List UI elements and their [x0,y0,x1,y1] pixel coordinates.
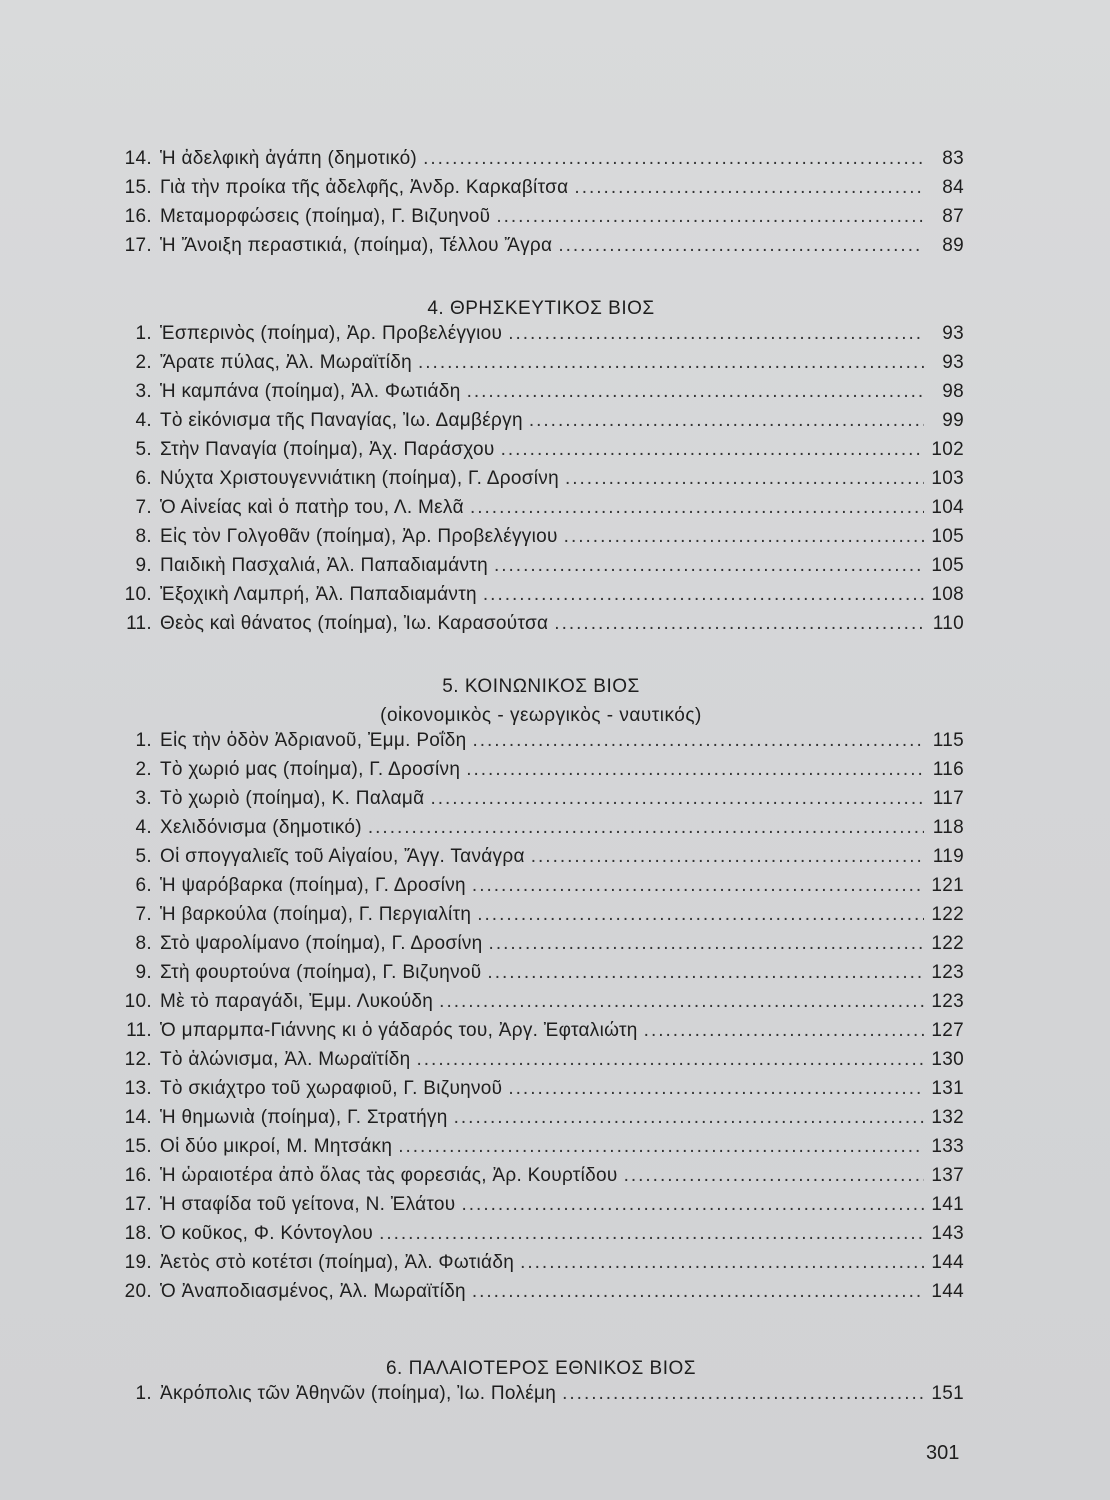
toc-entry [118,991,964,1020]
entry-number: 16. [124,206,152,227]
dot-leader [470,497,924,519]
entry-page: 99 [942,410,964,431]
entry-number: 5. [135,846,152,867]
entry-number: 3. [135,381,152,402]
dot-leader [472,730,924,752]
dot-leader [565,468,924,490]
entry-page: 122 [931,904,964,925]
toc-section-national [118,1383,964,1412]
dot-leader [508,1078,924,1100]
dot-leader [489,933,924,955]
entry-number: 20. [124,1281,152,1302]
entry-page: 137 [931,1165,964,1186]
toc-entry [118,933,964,962]
toc-section-social [118,730,964,1310]
dot-leader [531,846,924,868]
entry-page: 105 [931,526,964,547]
dot-leader [562,1383,924,1405]
entry-number: 16. [124,1165,152,1186]
entry-title: Μεταμορφώσεις (ποίημα), Γ. Βιζυηνοῦ [160,206,491,227]
table-of-contents [118,148,964,1412]
entry-title: Τὸ χωριὸ (ποίημα), Κ. Παλαμᾶ [160,788,425,809]
toc-entry [118,759,964,788]
toc-entry [118,817,964,846]
entry-page: 122 [931,933,964,954]
entry-title: Ἡ θημωνιὰ (ποίημα), Γ. Στρατήγη [160,1107,448,1128]
toc-entry [118,1020,964,1049]
entry-title: Οἱ δύο μικροί, Μ. Μητσάκη [160,1136,393,1157]
dot-leader [496,206,924,228]
toc-section-family [118,148,964,264]
dot-leader [477,904,924,926]
section-subheading-social: (οἰκονομικὸς - γεωργικὸς - ναυτικός) [380,705,702,726]
entry-title: Παιδικὴ Πασχαλιά, Ἀλ. Παπαδιαμάντη [160,555,488,576]
entry-page: 93 [942,352,964,373]
entry-title: Γιὰ τὴν προίκα τῆς ἀδελφῆς, Ἀνδρ. Καρκαβίτσα [160,177,569,198]
dot-leader [554,613,924,635]
entry-title: Τὸ σκιάχτρο τοῦ χωραφιοῦ, Γ. Βιζυηνοῦ [160,1078,503,1099]
entry-title: Ὁ Αἰνείας καὶ ὁ πατὴρ του, Λ. Μελᾶ [160,497,464,518]
toc-entry [118,410,964,439]
toc-entry [118,1383,964,1412]
entry-number: 5. [135,439,152,460]
entry-title: Ἀκρόπολις τῶν Ἀθηνῶν (ποίημα), Ἰω. Πολέμη [160,1383,557,1404]
entry-page: 132 [931,1107,964,1128]
entry-number: 10. [124,584,152,605]
entry-number: 2. [135,352,152,373]
entry-title: Μὲ τὸ παραγάδι, Ἐμμ. Λυκούδη [160,991,434,1012]
entry-number: 8. [135,933,152,954]
entry-title: Νύχτα Χριστουγεννιάτικη (ποίημα), Γ. Δροσίνη [160,468,559,489]
dot-leader [472,875,924,897]
entry-number: 7. [135,497,152,518]
dot-leader [454,1107,924,1129]
entry-title: Στὸ ψαρολίμανο (ποίημα), Γ. Δροσίνη [160,933,483,954]
entry-title: Εἰς τὸν Γολγοθᾶν (ποίημα), Ἀρ. Προβελέγγιου [160,526,558,547]
dot-leader [423,148,924,170]
toc-entry [118,148,964,177]
dot-leader [417,1049,925,1071]
dot-leader [558,235,924,257]
dot-leader [467,381,924,403]
entry-number: 1. [135,323,152,344]
dot-leader [472,1281,924,1303]
entry-page: 151 [931,1383,964,1404]
entry-page: 83 [942,148,964,169]
entry-number: 18. [124,1223,152,1244]
toc-entry [118,1194,964,1223]
entry-number: 17. [124,235,152,256]
entry-number: 1. [135,1383,152,1404]
toc-entry [118,1281,964,1310]
entry-page: 119 [932,846,964,867]
toc-entry [118,1078,964,1107]
toc-entry [118,875,964,904]
toc-entry [118,497,964,526]
toc-entry [118,846,964,875]
entry-title: Ὁ Ἀναποδιασμένος, Ἀλ. Μωραϊτίδη [160,1281,466,1302]
entry-number: 2. [135,759,152,780]
entry-page: 123 [931,962,964,983]
entry-number: 19. [124,1252,152,1273]
toc-entry [118,352,964,381]
entry-page: 144 [931,1252,964,1273]
entry-title: Ὁ μπαρμπα-Γιάννης κι ὁ γάδαρός του, Ἀργ. Ἐφταλιώτη [160,1020,638,1041]
entry-number: 17. [124,1194,152,1215]
entry-page: 116 [932,759,964,780]
entry-page: 130 [931,1049,964,1070]
toc-entry [118,235,964,264]
entry-title: Τὸ ἁλώνισμα, Ἀλ. Μωραϊτίδη [160,1049,411,1070]
entry-page: 110 [932,613,964,634]
entry-page: 93 [942,323,964,344]
entry-page: 115 [932,730,964,751]
dot-leader [508,323,924,345]
entry-number: 4. [135,410,152,431]
entry-title: Οἱ σπογγαλιεῖς τοῦ Αἰγαίου, Ἄγγ. Τανάγρα [160,846,525,867]
dot-leader [520,1252,924,1274]
section-heading-social: 5. ΚΟΙΝΩΝΙΚΟΣ ΒΙΟΣ [442,676,640,697]
entry-number: 8. [135,526,152,547]
entry-page: 117 [932,788,964,809]
section-heading-religious: 4. ΘΡΗΣΚΕΥΤΙΚΟΣ ΒΙΟΣ [427,298,655,319]
entry-page: 127 [931,1020,964,1041]
toc-section-religious [118,323,964,642]
dot-leader [418,352,924,374]
dot-leader [529,410,924,432]
dot-leader [501,439,924,461]
dot-leader [574,177,924,199]
dot-leader [466,759,924,781]
toc-entry [118,1165,964,1194]
entry-page: 102 [931,439,964,460]
dot-leader [379,1223,924,1245]
dot-leader [624,1165,924,1187]
entry-title: Χελιδόνισμα (δημοτικό) [160,817,362,838]
entry-number: 1. [135,730,152,751]
entry-title: Ἐξοχικὴ Λαμπρή, Ἀλ. Παπαδιαμάντη [160,584,477,605]
toc-entry [118,1107,964,1136]
entry-page: 131 [931,1078,964,1099]
entry-number: 6. [135,875,152,896]
toc-entry [118,613,964,642]
toc-entry [118,788,964,817]
toc-entry [118,177,964,206]
toc-entry [118,555,964,584]
dot-leader [368,817,924,839]
entry-title: Ἡ Ἄνοιξη περαστικιά, (ποίημα), Τέλλου Ἄγρα [160,235,553,256]
entry-title: Στὴν Παναγία (ποίημα), Ἀχ. Παράσχου [160,439,495,460]
entry-number: 15. [124,1136,152,1157]
toc-entry [118,1049,964,1078]
dot-leader [439,991,924,1013]
dot-leader [398,1136,924,1158]
entry-number: 11. [126,613,152,634]
entry-page: 98 [942,381,964,402]
toc-entry [118,730,964,759]
entry-page: 133 [931,1136,964,1157]
entry-title: Ἡ καμπάνα (ποίημα), Ἀλ. Φωτιάδη [160,381,461,402]
entry-number: 4. [135,817,152,838]
entry-title: Ἡ ψαρόβαρκα (ποίημα), Γ. Δροσίνη [160,875,466,896]
toc-entry [118,1223,964,1252]
toc-entry [118,1136,964,1165]
toc-entry [118,584,964,613]
page-number: 301 [926,1442,960,1464]
dot-leader [644,1020,924,1042]
entry-number: 3. [135,788,152,809]
entry-page: 108 [931,584,964,605]
toc-entry [118,526,964,555]
entry-title: Ἡ ἀδελφικὴ ἀγάπη (δημοτικό) [160,148,418,169]
toc-entry [118,904,964,933]
section-heading-national: 6. ΠΑΛΑΙΟΤΕΡΟΣ ΕΘΝΙΚΟΣ ΒΙΟΣ [385,1358,696,1379]
entry-number: 9. [135,962,152,983]
entry-title: Ἡ σταφίδα τοῦ γείτονα, Ν. Ἐλάτου [160,1194,456,1215]
entry-title: Ἡ βαρκούλα (ποίημα), Γ. Περγιαλίτη [160,904,472,925]
entry-title: Τὸ χωριό μας (ποίημα), Γ. Δροσίνη [160,759,461,780]
entry-number: 10. [124,991,152,1012]
dot-leader [494,555,924,577]
entry-title: Ὁ κοῦκος, Φ. Κόντογλου [160,1223,374,1244]
entry-page: 84 [942,177,964,198]
entry-page: 87 [942,206,964,227]
toc-entry [118,1252,964,1281]
entry-title: Ἑσπερινὸς (ποίημα), Ἀρ. Προβελέγγιου [160,323,503,344]
entry-number: 7. [135,904,152,925]
entry-page: 143 [931,1223,964,1244]
dot-leader [564,526,924,548]
dot-leader [462,1194,925,1216]
entry-page: 121 [931,875,964,896]
entry-page: 104 [931,497,964,518]
entry-page: 103 [931,468,964,489]
toc-entry [118,323,964,352]
entry-title: Θεὸς καὶ θάνατος (ποίημα), Ἰω. Καρασούτσα [160,613,549,634]
entry-page: 89 [942,235,964,256]
entry-title: Ἀετὸς στὸ κοτέτσι (ποίημα), Ἀλ. Φωτιάδη [160,1252,515,1273]
toc-entry [118,381,964,410]
toc-entry [118,206,964,235]
entry-number: 15. [124,177,152,198]
dot-leader [430,788,924,810]
toc-entry [118,962,964,991]
toc-entry [118,439,964,468]
entry-page: 144 [931,1281,964,1302]
dot-leader [483,584,924,606]
dot-leader [487,962,924,984]
entry-title: Τὸ εἰκόνισμα τῆς Παναγίας, Ἰω. Δαμβέργη [160,410,523,431]
entry-number: 12. [124,1049,152,1070]
entry-title: Εἰς τὴν ὁδὸν Ἀδριανοῦ, Ἐμμ. Ροΐδη [160,730,467,751]
entry-page: 105 [931,555,964,576]
entry-title: Ἄρατε πύλας, Ἀλ. Μωραϊτίδη [160,352,412,373]
entry-page: 123 [931,991,964,1012]
entry-page: 141 [931,1194,964,1215]
entry-title: Ἡ ὡραιοτέρα ἀπὸ ὅλας τὰς φορεσιάς, Ἀρ. Κουρτίδου [160,1165,618,1186]
entry-number: 6. [135,468,152,489]
entry-page: 118 [932,817,964,838]
entry-number: 14. [124,148,152,169]
entry-number: 13. [124,1078,152,1099]
toc-entry [118,468,964,497]
entry-number: 11. [126,1020,152,1041]
entry-number: 14. [124,1107,152,1128]
entry-title: Στὴ φουρτούνα (ποίημα), Γ. Βιζυηνοῦ [160,962,482,983]
entry-number: 9. [135,555,152,576]
